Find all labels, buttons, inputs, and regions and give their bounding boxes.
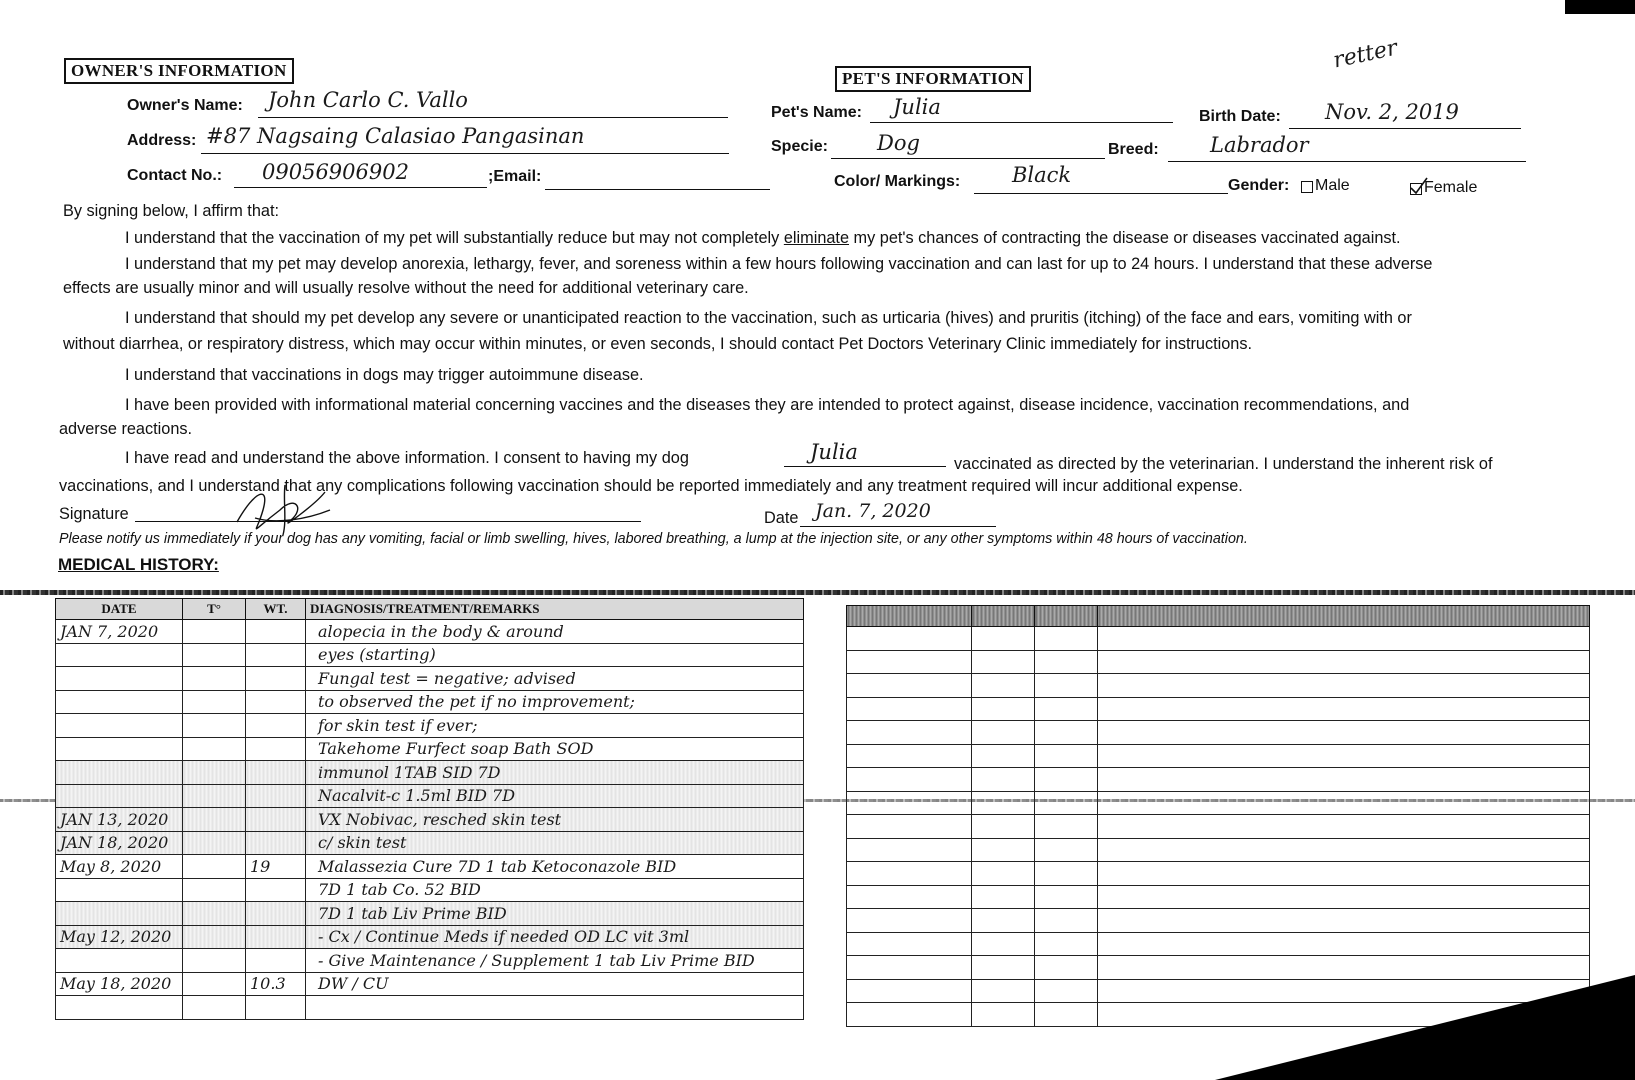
weight-cell[interactable] (246, 667, 306, 691)
table-header-row (56, 599, 804, 620)
empty-cell[interactable] (1098, 768, 1590, 792)
empty-cell[interactable] (972, 674, 1035, 698)
remarks-cell[interactable]: - Give Maintenance / Supplement 1 tab Liv Prime BID (306, 949, 804, 973)
weight-cell[interactable] (246, 690, 306, 714)
weight-cell[interactable]: 10.3 (246, 972, 306, 996)
empty-cell[interactable] (1098, 862, 1590, 886)
date-cell[interactable] (56, 690, 183, 714)
empty-cell[interactable] (847, 979, 972, 1003)
color-line (974, 193, 1228, 194)
empty-cell[interactable] (1035, 791, 1098, 815)
temp-cell[interactable] (183, 761, 246, 785)
temp-cell[interactable] (183, 949, 246, 973)
empty-cell[interactable] (847, 1003, 972, 1027)
date-cell[interactable] (56, 949, 183, 973)
remarks-cell[interactable]: VX Nobivac, resched skin test (306, 808, 804, 832)
address-field[interactable]: #87 Nagsaing Calasiao Pangasinan (206, 124, 585, 148)
remarks-cell[interactable]: eyes (starting) (306, 643, 804, 667)
table-row (56, 996, 804, 1020)
consent-p3-line1: I understand that should my pet develop any severe or unanticipated reaction to the vaccination, such as urticaria (hives) and pruritis (itching) of the face and ears, vomiting with or (125, 309, 1412, 327)
date-cell[interactable] (56, 667, 183, 691)
date-label: Date (764, 509, 799, 527)
table-row (56, 643, 804, 667)
empty-cell[interactable] (1098, 650, 1590, 674)
table-row (56, 667, 804, 691)
date-cell[interactable]: May 12, 2020 (56, 925, 183, 949)
email-line (545, 189, 770, 190)
weight-header (1035, 606, 1098, 627)
specie-line (831, 158, 1105, 159)
empty-cell[interactable] (1098, 744, 1590, 768)
consent-p6-line2: vaccinations, and I understand that any complications following vaccination should be reported immediately and any treatment required will incur additional expense. (59, 477, 1243, 495)
temp-header (972, 606, 1035, 627)
empty-cell[interactable] (972, 909, 1035, 933)
empty-cell[interactable] (972, 838, 1035, 862)
empty-cell[interactable] (1098, 838, 1590, 862)
dog-name-field[interactable]: Julia (810, 440, 858, 464)
table-row (56, 761, 804, 785)
temp-cell[interactable] (183, 996, 246, 1020)
consent-intro: By signing below, I affirm that: (63, 202, 279, 220)
temp-cell[interactable] (183, 690, 246, 714)
remarks-cell[interactable]: Fungal test = negative; advised (306, 667, 804, 691)
female-label: Female (1424, 179, 1478, 196)
date-cell[interactable] (56, 902, 183, 926)
weight-cell[interactable]: 19 (246, 855, 306, 879)
empty-cell[interactable] (1035, 885, 1098, 909)
empty-cell[interactable] (972, 956, 1035, 980)
table-row (56, 714, 804, 738)
remarks-header: DIAGNOSIS/TREATMENT/REMARKS (306, 599, 804, 620)
empty-cell[interactable] (847, 791, 972, 815)
address-label: Address: (127, 132, 197, 149)
empty-cell[interactable] (1098, 791, 1590, 815)
empty-cell[interactable] (847, 838, 972, 862)
empty-cell[interactable] (1098, 909, 1590, 933)
consent-p2-line2: effects are usually minor and will usually resolve without the need for additional veterinary care. (63, 279, 749, 297)
birth-date-field[interactable]: Nov. 2, 2019 (1325, 100, 1459, 124)
empty-cell[interactable] (847, 932, 972, 956)
male-label: Male (1315, 177, 1350, 194)
remarks-cell[interactable]: to observed the pet if no improvement; (306, 690, 804, 714)
date-cell[interactable] (56, 643, 183, 667)
remarks-cell[interactable]: - Cx / Continue Meds if needed OD LC vit 3ml (306, 925, 804, 949)
empty-cell[interactable] (972, 1003, 1035, 1027)
table-row (847, 697, 1590, 721)
birth-date-line (1289, 128, 1521, 129)
empty-cell[interactable] (1035, 650, 1098, 674)
weight-cell[interactable] (246, 761, 306, 785)
remarks-cell[interactable]: Takehome Furfect soap Bath SOD (306, 737, 804, 761)
table-row (56, 902, 804, 926)
pet-name-field[interactable]: Julia (893, 95, 941, 119)
temp-cell[interactable] (183, 714, 246, 738)
temp-cell[interactable] (183, 902, 246, 926)
empty-cell[interactable] (847, 956, 972, 980)
breed-line (1168, 161, 1526, 162)
remarks-cell[interactable]: Nacalvit-c 1.5ml BID 7D (306, 784, 804, 808)
remarks-cell[interactable]: DW / CU (306, 972, 804, 996)
consent-p6-b: vaccinated as directed by the veterinarian. I understand the inherent risk of (954, 455, 1493, 473)
weight-cell[interactable] (246, 902, 306, 926)
table-row (56, 949, 804, 973)
date-cell[interactable] (56, 761, 183, 785)
empty-cell[interactable] (847, 697, 972, 721)
date-cell[interactable]: May 18, 2020 (56, 972, 183, 996)
table-row (56, 925, 804, 949)
empty-cell[interactable] (847, 721, 972, 745)
breed-label: Breed: (1108, 141, 1159, 158)
empty-cell[interactable] (1098, 721, 1590, 745)
scan-band (0, 590, 1635, 595)
empty-cell[interactable] (972, 627, 1035, 651)
temp-header: T° (183, 599, 246, 620)
empty-cell[interactable] (1035, 768, 1098, 792)
contact-line (234, 187, 487, 188)
specie-label: Specie: (771, 138, 828, 155)
empty-cell[interactable] (1035, 838, 1098, 862)
consent-p1: I understand that the vaccination of my pet will substantially reduce but may not completely eliminate my pet's chances of contracting the disease or diseases vaccinated against. (125, 229, 1401, 247)
table-row (847, 932, 1590, 956)
table-row (847, 674, 1590, 698)
empty-cell[interactable] (847, 815, 972, 839)
empty-cell[interactable] (1098, 932, 1590, 956)
signature-line (135, 521, 641, 522)
empty-cell[interactable] (972, 650, 1035, 674)
birth-note: retter (1331, 35, 1400, 74)
empty-cell[interactable] (1098, 627, 1590, 651)
consent-p3-line2: without diarrhea, or respiratory distress, which may occur within minutes, or even seconds, I should contact Pet Doctors Veterinary Clinic immediately for instructions. (63, 335, 1253, 353)
date-cell[interactable]: JAN 13, 2020 (56, 808, 183, 832)
remarks-cell[interactable]: immunol 1TAB SID 7D (306, 761, 804, 785)
remarks-cell[interactable]: c/ skin test (306, 831, 804, 855)
weight-cell[interactable] (246, 643, 306, 667)
table-row (56, 808, 804, 832)
empty-cell[interactable] (847, 674, 972, 698)
empty-cell[interactable] (847, 744, 972, 768)
dog-name-line (784, 466, 946, 467)
medical-history-table (55, 598, 804, 1020)
date-cell[interactable] (56, 784, 183, 808)
empty-cell[interactable] (1035, 862, 1098, 886)
empty-cell[interactable] (1035, 956, 1098, 980)
date-cell[interactable]: JAN 7, 2020 (56, 620, 183, 644)
empty-cell[interactable] (1098, 815, 1590, 839)
date-cell[interactable]: May 8, 2020 (56, 855, 183, 879)
owner-name-label: Owner's Name: (127, 97, 243, 114)
date-cell[interactable] (56, 878, 183, 902)
weight-cell[interactable] (246, 925, 306, 949)
table-row (56, 690, 804, 714)
empty-cell[interactable] (972, 885, 1035, 909)
female-checkbox[interactable] (1410, 183, 1422, 195)
remarks-cell[interactable] (306, 996, 804, 1020)
weight-cell[interactable] (246, 878, 306, 902)
date-line (800, 526, 996, 527)
empty-cell[interactable] (972, 721, 1035, 745)
address-line (201, 153, 729, 154)
empty-cell[interactable] (1098, 697, 1590, 721)
pet-info-title: PET'S INFORMATION (835, 66, 1031, 92)
remarks-cell[interactable]: alopecia in the body & around (306, 620, 804, 644)
email-label: ;Email: (488, 168, 542, 185)
table-header-row (847, 606, 1590, 627)
owner-name-field[interactable]: John Carlo C. Vallo (268, 88, 468, 112)
temp-cell[interactable] (183, 831, 246, 855)
scan-corner (1215, 975, 1635, 1080)
medical-history-table-continued (846, 605, 1590, 1027)
date-cell[interactable] (56, 714, 183, 738)
empty-cell[interactable] (972, 697, 1035, 721)
birth-date-label: Birth Date: (1199, 108, 1281, 125)
table-row (847, 650, 1590, 674)
temp-cell[interactable] (183, 855, 246, 879)
temp-cell[interactable] (183, 667, 246, 691)
empty-cell[interactable] (1098, 885, 1590, 909)
empty-cell[interactable] (972, 791, 1035, 815)
notice-text: Please notify us immediately if your dog has any vomiting, facial or limb swelling, hives, labored breathing, a lump at the injection site, or any other symptoms within 48 hours of vaccination. (59, 531, 1248, 547)
weight-cell[interactable] (246, 831, 306, 855)
empty-cell[interactable] (1098, 674, 1590, 698)
date-cell[interactable]: JAN 18, 2020 (56, 831, 183, 855)
empty-cell[interactable] (847, 909, 972, 933)
contact-label: Contact No.: (127, 167, 223, 184)
table-row (847, 744, 1590, 768)
remarks-cell[interactable]: Malassezia Cure 7D 1 tab Ketoconazole BID (306, 855, 804, 879)
male-checkbox[interactable] (1301, 181, 1313, 193)
table-row (847, 838, 1590, 862)
remarks-cell[interactable]: for skin test if ever; (306, 714, 804, 738)
weight-cell[interactable] (246, 808, 306, 832)
date-header (847, 606, 972, 627)
empty-cell[interactable] (847, 885, 972, 909)
table-row (847, 721, 1590, 745)
empty-cell[interactable] (1035, 909, 1098, 933)
consent-p2-line1: I understand that my pet may develop anorexia, lethargy, fever, and soreness within a few hours following vaccination and can last for up to 24 hours. I understand that these adverse (125, 255, 1433, 273)
empty-cell[interactable] (1035, 815, 1098, 839)
scan-edge (1565, 0, 1635, 14)
empty-cell[interactable] (847, 627, 972, 651)
empty-cell[interactable] (1035, 979, 1098, 1003)
empty-cell[interactable] (1035, 697, 1098, 721)
empty-cell[interactable] (972, 979, 1035, 1003)
date-header: DATE (56, 599, 183, 620)
signature-label: Signature (59, 505, 129, 523)
date-cell[interactable] (56, 737, 183, 761)
medical-history-title: MEDICAL HISTORY: (58, 555, 219, 574)
empty-cell[interactable] (1035, 1003, 1098, 1027)
empty-cell[interactable] (1035, 932, 1098, 956)
table-row (847, 862, 1590, 886)
empty-cell[interactable] (1035, 744, 1098, 768)
temp-cell[interactable] (183, 784, 246, 808)
table-row (56, 620, 804, 644)
specie-field[interactable]: Dog (877, 131, 920, 155)
empty-cell[interactable] (1035, 627, 1098, 651)
temp-cell[interactable] (183, 972, 246, 996)
color-field[interactable]: Black (1012, 163, 1072, 187)
weight-header: WT. (246, 599, 306, 620)
consent-p6-a: I have read and understand the above information. I consent to having my dog (125, 449, 689, 467)
weight-cell[interactable] (246, 620, 306, 644)
table-row (56, 784, 804, 808)
color-label: Color/ Markings: (834, 173, 961, 190)
table-row (847, 909, 1590, 933)
breed-field[interactable]: Labrador (1210, 133, 1309, 157)
table-row (847, 885, 1590, 909)
empty-cell[interactable] (1035, 674, 1098, 698)
empty-cell[interactable] (972, 768, 1035, 792)
temp-cell[interactable] (183, 643, 246, 667)
weight-cell[interactable] (246, 737, 306, 761)
table-row (56, 737, 804, 761)
gender-label: Gender: (1228, 177, 1290, 194)
remarks-cell[interactable]: 7D 1 tab Liv Prime BID (306, 902, 804, 926)
remarks-cell[interactable]: 7D 1 tab Co. 52 BID (306, 878, 804, 902)
table-row (847, 627, 1590, 651)
empty-cell[interactable] (847, 862, 972, 886)
table-row (847, 815, 1590, 839)
table-row (847, 791, 1590, 815)
empty-cell[interactable] (847, 650, 972, 674)
consent-date-field[interactable]: Jan. 7, 2020 (815, 500, 931, 522)
table-row (847, 768, 1590, 792)
empty-cell[interactable] (972, 862, 1035, 886)
pet-name-line (870, 122, 1173, 123)
date-cell[interactable] (56, 996, 183, 1020)
empty-cell[interactable] (972, 815, 1035, 839)
consent-p4: I understand that vaccinations in dogs may trigger autoimmune disease. (125, 366, 644, 384)
owner-info-title: OWNER'S INFORMATION (64, 58, 294, 84)
table-row (56, 878, 804, 902)
temp-cell[interactable] (183, 737, 246, 761)
table-row (56, 855, 804, 879)
owner-name-line (258, 117, 728, 118)
weight-cell[interactable] (246, 714, 306, 738)
weight-cell[interactable] (246, 996, 306, 1020)
empty-cell[interactable] (972, 744, 1035, 768)
consent-p5-line1: I have been provided with informational material concerning vaccines and the diseases they are intended to protect against, disease incidence, vaccination recommendations, and (125, 396, 1410, 414)
remarks-header (1098, 606, 1590, 627)
table-row (56, 831, 804, 855)
temp-cell[interactable] (183, 878, 246, 902)
temp-cell[interactable] (183, 620, 246, 644)
weight-cell[interactable] (246, 949, 306, 973)
consent-p5-line2: adverse reactions. (59, 420, 193, 438)
contact-field[interactable]: 09056906902 (262, 160, 409, 184)
temp-cell[interactable] (183, 925, 246, 949)
empty-cell[interactable] (972, 932, 1035, 956)
table-row (56, 972, 804, 996)
empty-cell[interactable] (1035, 721, 1098, 745)
pet-name-label: Pet's Name: (771, 104, 862, 121)
empty-cell[interactable] (847, 768, 972, 792)
temp-cell[interactable] (183, 808, 246, 832)
weight-cell[interactable] (246, 784, 306, 808)
